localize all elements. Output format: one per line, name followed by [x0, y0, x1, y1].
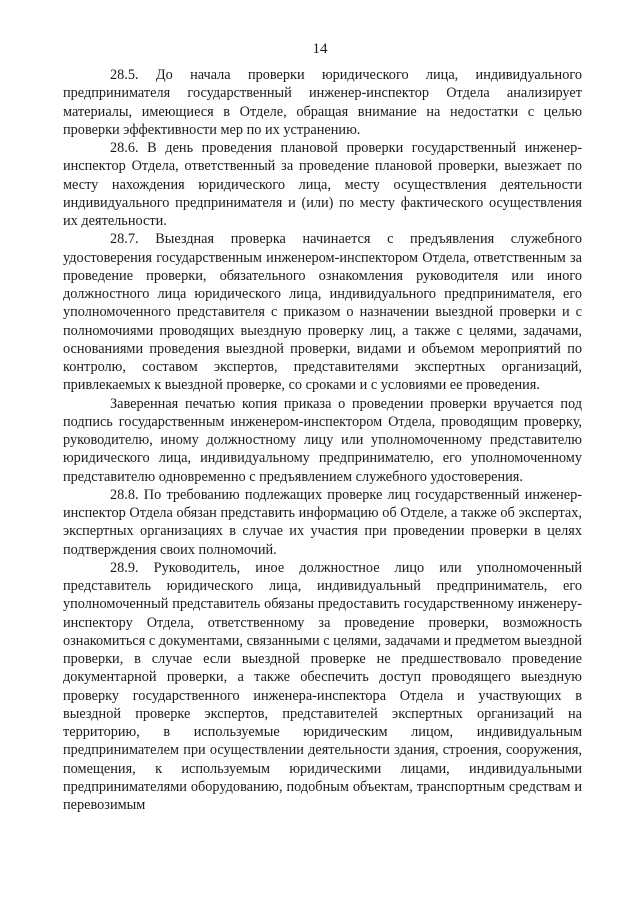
paragraph-certified-copy: Заверенная печатью копия приказа о проведении проверки вручается под подпись государственным инженером-инспектором Отдела, проводящим проверку, руководителю, иному должностному лицу или уполномоченному представителю юридического лица, индивидуальному предпринимателю, его уполномоченному представителю одновременно с предъявлением служебного удостоверения.	[63, 395, 582, 485]
paragraph-28-6: 28.6. В день проведения плановой проверки государственный инженер-инспектор Отдела, ответственный за проведение плановой проверки, выезжает по месту нахождения юридического лица, месту осуществления деятельности индивидуального предпринимателя и (или) по месту фактического осуществления их деятельности.	[63, 140, 582, 229]
paragraph-28-5: 28.5. До начала проверки юридического лица, индивидуального предпринимателя государственный инженер-инспектор Отдела анализирует материалы, имеющиеся в Отделе, обращая внимание на недостатки с целью проверки эффективности мер по их устранению.	[63, 67, 582, 138]
paragraph-28-8: 28.8. По требованию подлежащих проверке лиц государственный инженер-инспектор Отдела обязан представить информацию об Отделе, а также об экспертах, экспертных организациях в случае их участия при проведении проверки в целях подтверждения своих полномочий.	[63, 486, 582, 558]
paragraph-28-7: 28.7. Выездная проверка начинается с предъявления служебного удостоверения государственным инженером-инспектором Отдела, ответственным за проведение проверки, обязательного ознакомления руководителя или иного должностного лица юридического лица, индивидуального предпринимателя, его уполномоченного представителя с приказом о назначении выездной проверки и с полномочиями проводящих выездную проверку лиц, а также с целями, задачами, основаниями проведения выездной проверки, видами и объемом мероприятий по контролю, составом экспертов, представителями экспертных организаций, привлекаемых к выездной проверке, со сроками и с условиями ее проведения.	[63, 231, 582, 394]
page-number: 14	[312, 41, 328, 57]
document-body	[63, 66, 582, 814]
paragraph-28-9: 28.9. Руководитель, иное должностное лицо или уполномоченный представитель юридического лица, индивидуальный предприниматель, его уполномоченный представитель обязаны предоставить государственному инженеру-инспектору Отдела, ответственному за проведение проверки, возможность ознакомиться с документами, связанными с целями, задачами и предметом выездной проверки, в случае если выездной проверке не предшествовало проведение документарной проверки, а также обеспечить доступ проводящего выездную проверку государственного инженера-инспектора Отдела и участвующих в выездной проверке экспертов, представителей экспертных организаций на территорию, в используемые юридическим лицом, индивидуальным предпринимателем при осуществлении деятельности здания, строения, сооружения, помещения, к используемым юридическими лицами, индивидуальными предпринимателями оборудованию, подобным объектам, транспортным средствам и перевозимым	[63, 559, 582, 813]
